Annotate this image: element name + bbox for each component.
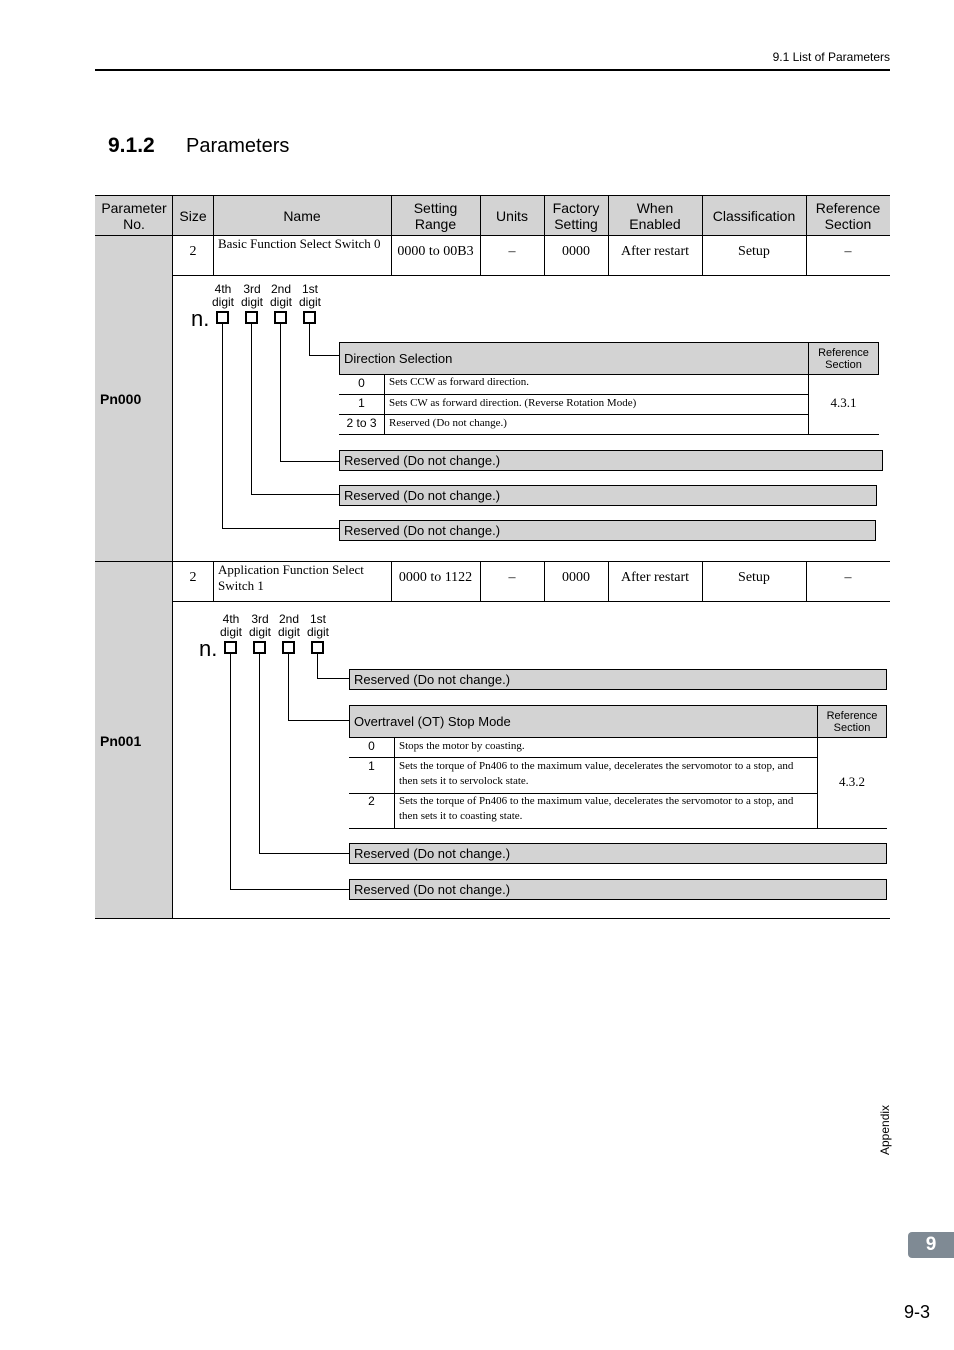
- col-header-line: When: [636, 199, 674, 216]
- digit-label: [240, 283, 264, 309]
- col-header-classification: Classification: [702, 195, 806, 236]
- option-value: 1: [368, 759, 375, 773]
- col-header-name: Name: [213, 195, 391, 236]
- col-header-line: Factory: [552, 199, 600, 216]
- col-header-line: Range: [414, 215, 457, 232]
- leader-line: [280, 324, 281, 462]
- reserved-bar: Reserved (Do not change.): [339, 450, 883, 471]
- col-header-line: Reference: [815, 199, 881, 216]
- col-header-line: Setting: [554, 215, 598, 232]
- digit-label-bottom: digit: [269, 295, 292, 309]
- leader-line: [251, 324, 252, 495]
- reference-cell: –: [844, 570, 852, 585]
- digit-label-bottom: digit: [211, 295, 234, 309]
- col-header-size: Size: [173, 195, 213, 236]
- col-header-enabled: [608, 195, 702, 236]
- digit-label-bottom: digit: [306, 625, 329, 639]
- n-prefix: n.: [191, 306, 210, 331]
- enabled-cell: After restart: [620, 244, 690, 259]
- rule: [349, 828, 887, 829]
- digit-label-bottom: digit: [298, 295, 321, 309]
- range-cell: 0000 to 00B3: [397, 244, 474, 259]
- col-header-line: Parameter: [101, 199, 167, 216]
- leader-line: [317, 678, 349, 679]
- option-desc: Sets the torque of Pn406 to the maximum value, decelerates the servomotor to a stop, and then sets it to servolock state.: [399, 760, 794, 787]
- col-header-factory: [544, 195, 608, 236]
- digit-label: [269, 283, 293, 309]
- leader-line: [230, 889, 349, 890]
- digit-label: [277, 613, 301, 639]
- digit-label-top: 4th: [214, 282, 232, 296]
- leader-line: [280, 461, 339, 462]
- option-value: 2: [368, 794, 375, 808]
- ref-header-line: Section: [833, 721, 871, 734]
- digit-label: [248, 613, 272, 639]
- rule: [95, 918, 890, 919]
- col-header-line: Section: [824, 215, 872, 232]
- digit-label: [306, 613, 330, 639]
- rule: [339, 434, 879, 435]
- section-title: Parameters: [186, 135, 290, 157]
- factory-cell: 0000: [562, 244, 590, 259]
- chapter-tab: 9: [908, 1232, 954, 1258]
- digit-label-top: 2nd: [278, 612, 300, 626]
- ref-header-line: Section: [825, 358, 862, 371]
- rule: [349, 757, 817, 758]
- page-number: 9-3: [903, 1302, 930, 1322]
- rule: [339, 414, 808, 415]
- param-cell-pn000: Pn000: [95, 236, 173, 562]
- col-header-range: [391, 195, 480, 236]
- classification-cell: Setup: [738, 244, 770, 259]
- leader-line: [288, 654, 289, 721]
- digit-label-top: 1st: [309, 612, 326, 626]
- digit-label-top: 1st: [301, 282, 318, 296]
- rule: [394, 738, 395, 828]
- option-desc: Sets the torque of Pn406 to the maximum value, decelerates the servomotor to a stop, and then sets it to coasting state.: [399, 795, 794, 822]
- units-cell: –: [508, 244, 516, 259]
- reserved-bar: Reserved (Do not change.): [339, 520, 876, 541]
- range-cell: 0000 to 1122: [398, 570, 473, 585]
- leader-line: [222, 324, 223, 529]
- col-header-line: No.: [123, 215, 145, 232]
- param-cell-pn001: Pn001: [95, 562, 173, 919]
- digit-box: [274, 311, 287, 324]
- reserved-bar: Reserved (Do not change.): [339, 485, 877, 506]
- ref-section-header: [808, 342, 879, 375]
- ref-section-header: [817, 705, 887, 738]
- running-header: 9.1 List of Parameters: [772, 50, 890, 64]
- classification-cell: Setup: [738, 570, 770, 585]
- reference-cell: –: [844, 244, 852, 259]
- leader-line: [230, 654, 231, 890]
- appendix-side-label: Appendix: [878, 1104, 892, 1155]
- option-value: 1: [358, 396, 365, 410]
- leader-line: [259, 654, 260, 854]
- size-cell: 2: [189, 570, 197, 585]
- leader-line: [288, 720, 349, 721]
- rule: [213, 195, 214, 276]
- digit-label: [211, 283, 235, 309]
- rule: [339, 394, 808, 395]
- rule: [173, 601, 890, 602]
- header-rule: [95, 69, 890, 71]
- rule: [213, 561, 214, 602]
- section-number: 9.1.2: [108, 134, 155, 157]
- leader-line: [309, 324, 310, 356]
- n-prefix: n.: [199, 636, 218, 661]
- option-desc: Sets CCW as forward direction.: [389, 376, 530, 388]
- ref-header-line: Reference: [818, 346, 869, 359]
- detail-title-bar: Overtravel (OT) Stop Mode: [349, 705, 818, 738]
- digit-label-bottom: digit: [219, 625, 242, 639]
- ref-section-value: 4.3.1: [830, 395, 857, 410]
- size-cell: 2: [189, 244, 197, 259]
- name-cell: Basic Function Select Switch 0: [218, 236, 381, 251]
- leader-line: [251, 494, 339, 495]
- reserved-bar: Reserved (Do not change.): [349, 843, 887, 864]
- digit-box: [216, 311, 229, 324]
- digit-label-bottom: digit: [248, 625, 271, 639]
- option-value: 2 to 3: [346, 416, 377, 430]
- digit-label-top: 4th: [222, 612, 240, 626]
- reserved-bar: Reserved (Do not change.): [349, 879, 887, 900]
- factory-cell: 0000: [562, 570, 590, 585]
- digit-label: [219, 613, 243, 639]
- digit-label-top: 3rd: [251, 612, 269, 626]
- col-header-line: Setting: [413, 199, 458, 216]
- units-cell: –: [508, 570, 516, 585]
- enabled-cell: After restart: [620, 570, 690, 585]
- option-desc: Reserved (Do not change.): [389, 417, 507, 429]
- col-header-reference: [806, 195, 890, 236]
- rule: [384, 375, 385, 434]
- col-header-line: Enabled: [629, 215, 681, 232]
- leader-line: [317, 654, 318, 679]
- digit-box: [311, 641, 324, 654]
- leader-line: [222, 528, 339, 529]
- digit-box: [303, 311, 316, 324]
- ref-section-value: 4.3.2: [839, 774, 865, 789]
- option-value: 0: [368, 739, 375, 753]
- leader-line: [259, 853, 349, 854]
- rule: [173, 275, 890, 276]
- digit-label-top: 2nd: [270, 282, 292, 296]
- digit-box: [245, 311, 258, 324]
- name-cell: Application Function Select Switch 1: [218, 562, 364, 593]
- option-desc: Sets CW as forward direction. (Reverse Rotation Mode): [389, 397, 637, 409]
- option-value: 0: [358, 376, 365, 390]
- col-header-units: Units: [480, 195, 544, 236]
- digit-label: [298, 283, 322, 309]
- digit-label-bottom: digit: [240, 295, 263, 309]
- digit-box: [253, 641, 266, 654]
- rule: [172, 195, 173, 919]
- option-desc: Stops the motor by coasting.: [399, 740, 525, 752]
- reserved-bar: Reserved (Do not change.): [349, 669, 887, 690]
- digit-label-top: 3rd: [243, 282, 261, 296]
- ref-header-line: Reference: [826, 709, 878, 722]
- digit-box: [224, 641, 237, 654]
- digit-box: [282, 641, 295, 654]
- digit-label-bottom: digit: [277, 625, 300, 639]
- leader-line: [309, 355, 339, 356]
- rule: [95, 195, 890, 196]
- col-header-param: [95, 195, 173, 236]
- detail-title-bar: Direction Selection: [339, 342, 809, 375]
